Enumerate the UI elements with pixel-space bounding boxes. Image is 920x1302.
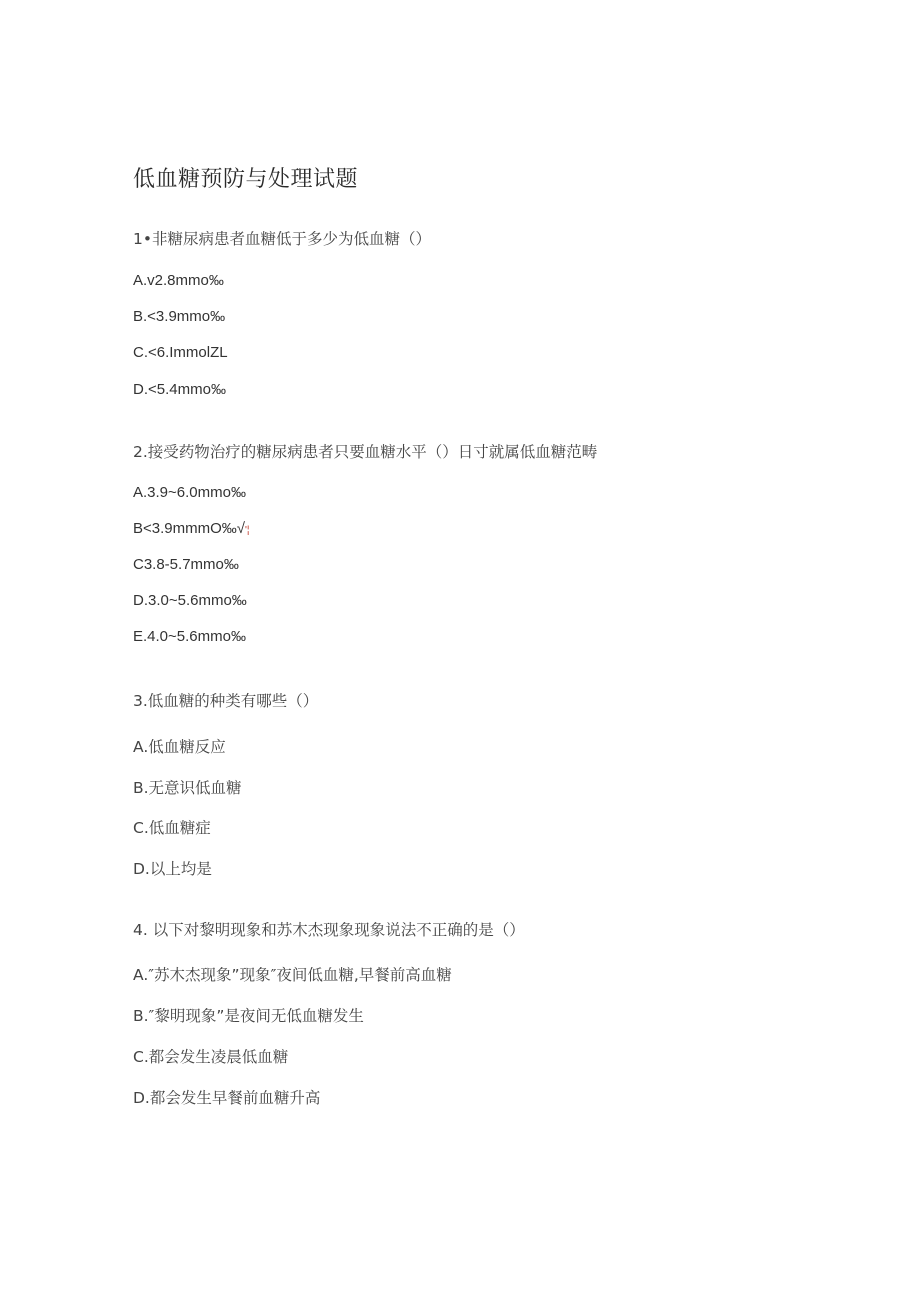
question-1-option-b: B.<3.9mmo‰: [133, 308, 226, 325]
question-2-option-d: D.3.0~5.6mmo‰: [133, 592, 247, 609]
question-2-option-a: A.3.9~6.0mmo‰: [133, 484, 246, 501]
page-title: 低血糖预防与处理试题: [133, 167, 359, 192]
question-1-text: 1•非糖尿病患者血糖低于多少为低血糖（）: [133, 230, 432, 248]
question-2-option-b: B<3.9mmmO‰√: [133, 520, 246, 537]
question-2-text: 2.接受药物治疗的糖尿病患者只要血糖水平（）日寸就属低血糖范畴: [133, 443, 598, 461]
question-2-option-e: E.4.0~5.6mmo‰: [133, 628, 246, 645]
question-3-option-c: C.低血糖症: [133, 819, 211, 837]
question-4-option-c: C.都会发生凌晨低血糖: [133, 1048, 289, 1066]
question-2-option-b-row: [133, 520, 250, 537]
question-4-text: 4. 以下对黎明现象和苏木杰现象现象说法不正确的是（）: [133, 921, 525, 939]
question-3-option-b: B.无意识低血糖: [133, 779, 242, 797]
question-3-option-d: D.以上均是: [133, 860, 212, 878]
question-1-option-a: A.v2.8mmo‰: [133, 272, 224, 289]
question-1-option-d: D.<5.4mmo‰: [133, 381, 226, 398]
question-3-text: 3.低血糖的种类有哪些（）: [133, 692, 319, 710]
question-2-option-c: C3.8-5.7mmo‰: [133, 556, 239, 573]
question-1-option-c: C.<6.ImmolZL: [133, 344, 228, 361]
answer-mark: '¦: [245, 525, 250, 536]
question-4-option-b: B.″黎明现象”是夜间无低血糖发生: [133, 1007, 364, 1025]
question-4-option-d: D.都会发生早餐前血糖升高: [133, 1089, 321, 1107]
question-4-option-a: A.″苏木杰现象”现象″夜间低血糖,早餐前高血糖: [133, 966, 452, 984]
question-3-option-a: A.低血糖反应: [133, 738, 226, 756]
